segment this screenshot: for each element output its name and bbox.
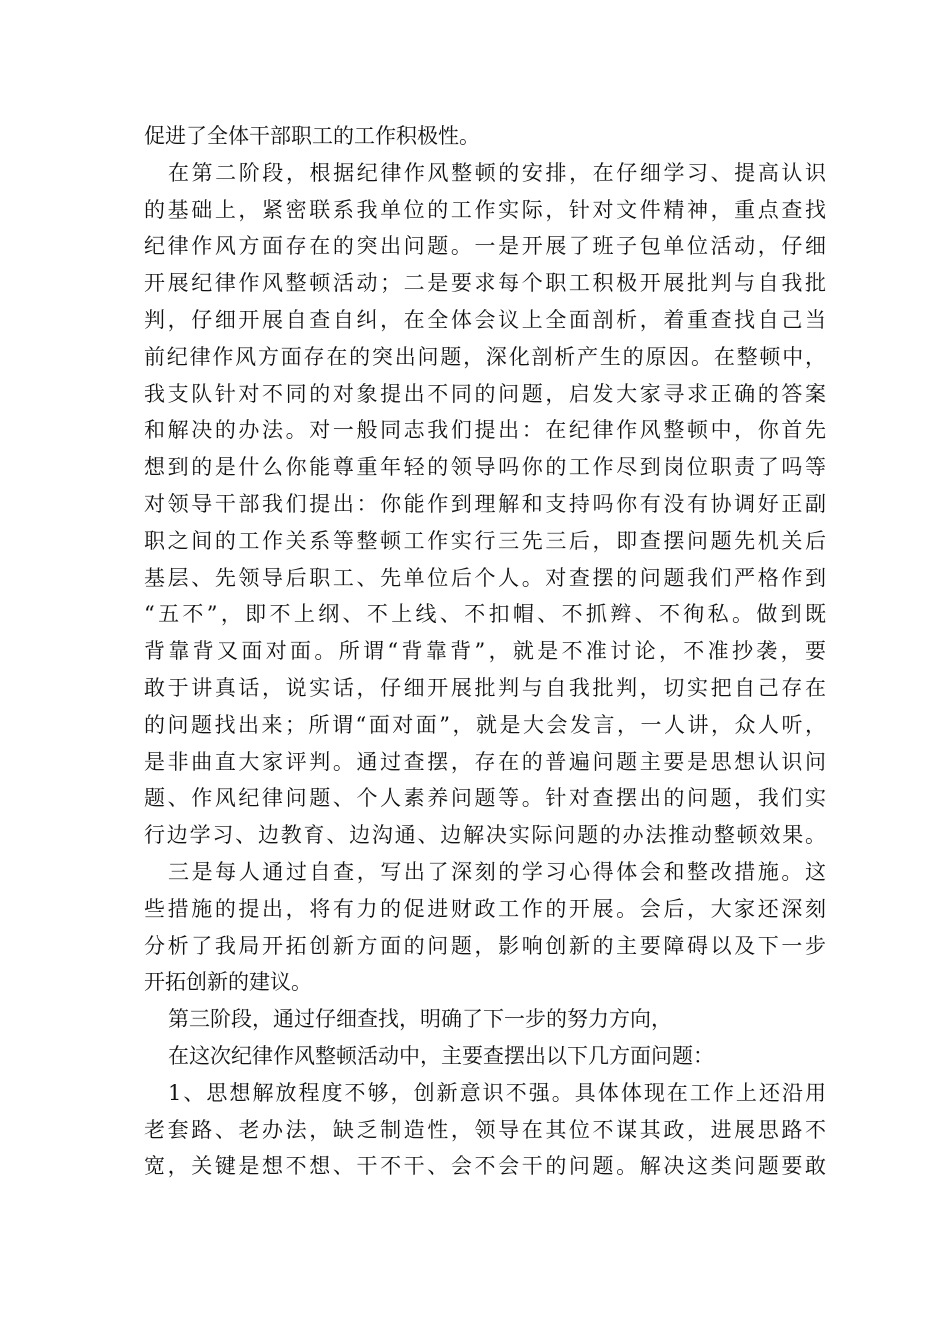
text-line: 三是每人通过自查，写出了深刻的学习心得体会和整改措施。这 <box>168 859 826 884</box>
text-line: 的问题找出来；所谓“面对面”，就是大会发言，一人讲，众人听， <box>144 712 826 737</box>
text-line: 前纪律作风方面存在的突出问题，深化剖析产生的原因。在整顿中， <box>144 344 826 369</box>
text-line: 是非曲直大家评判。通过查摆，存在的普遍问题主要是思想认识问 <box>144 749 826 774</box>
text-line: 想到的是什么你能尊重年轻的领导吗你的工作尽到岗位职责了吗等 <box>144 455 826 480</box>
text-line: 题、作风纪律问题、个人素养问题等。针对查摆出的问题，我们实 <box>144 786 826 811</box>
text-line: 纪律作风方面存在的突出问题。一是开展了班子包单位活动，仔细 <box>144 234 826 259</box>
text-line: 开拓创新的建议。 <box>144 970 312 995</box>
text-line: 1、思想解放程度不够，创新意识不强。具体体现在工作上还沿用 <box>168 1080 826 1105</box>
text-line: 我支队针对不同的对象提出不同的问题，启发大家寻求正确的答案 <box>144 381 826 406</box>
text-line: 背靠背又面对面。所谓“背靠背”，就是不准讨论，不准抄袭，要 <box>144 639 826 664</box>
text-line: 开展纪律作风整顿活动；二是要求每个职工积极开展批判与自我批 <box>144 271 826 296</box>
text-line: “五不”，即不上纲、不上线、不扣帽、不抓辫、不徇私。做到既 <box>144 602 826 627</box>
text-line: 行边学习、边教育、边沟通、边解决实际问题的办法推动整顿效果。 <box>144 823 826 848</box>
text-line: 分析了我局开拓创新方面的问题，影响创新的主要障碍以及下一步 <box>144 933 826 958</box>
text-line: 和解决的办法。对一般同志我们提出：在纪律作风整顿中，你首先 <box>144 418 826 443</box>
text-line: 在这次纪律作风整顿活动中，主要查摆出以下几方面问题： <box>168 1043 714 1068</box>
text-line: 在第二阶段，根据纪律作风整顿的安排，在仔细学习、提高认识 <box>168 160 826 185</box>
text-line: 些措施的提出，将有力的促进财政工作的开展。会后，大家还深刻 <box>144 896 826 921</box>
text-line: 敢于讲真话，说实话，仔细开展批判与自我批判，切实把自己存在 <box>144 675 826 700</box>
text-line: 促进了全体干部职工的工作积极性。 <box>144 124 480 148</box>
text-line: 对领导干部我们提出：你能作到理解和支持吗你有没有协调好正副 <box>144 491 826 516</box>
text-line: 职之间的工作关系等整顿工作实行三先三后，即查摆问题先机关后 <box>144 528 826 553</box>
text-line: 宽，关键是想不想、干不干、会不会干的问题。解决这类问题要敢 <box>144 1154 826 1179</box>
text-line: 基层、先领导后职工、先单位后个人。对查摆的问题我们严格作到 <box>144 565 826 590</box>
text-line: 判，仔细开展自查自纠，在全体会议上全面剖析，着重查找自己当 <box>144 307 826 332</box>
text-line: 老套路、老办法，缺乏制造性，领导在其位不谋其政，进展思路不 <box>144 1117 826 1142</box>
text-line: 的基础上，紧密联系我单位的工作实际，针对文件精神，重点查找 <box>144 197 826 222</box>
text-line: 第三阶段，通过仔细查找，明确了下一步的努力方向， <box>168 1007 672 1032</box>
body-text <box>144 118 826 1185</box>
